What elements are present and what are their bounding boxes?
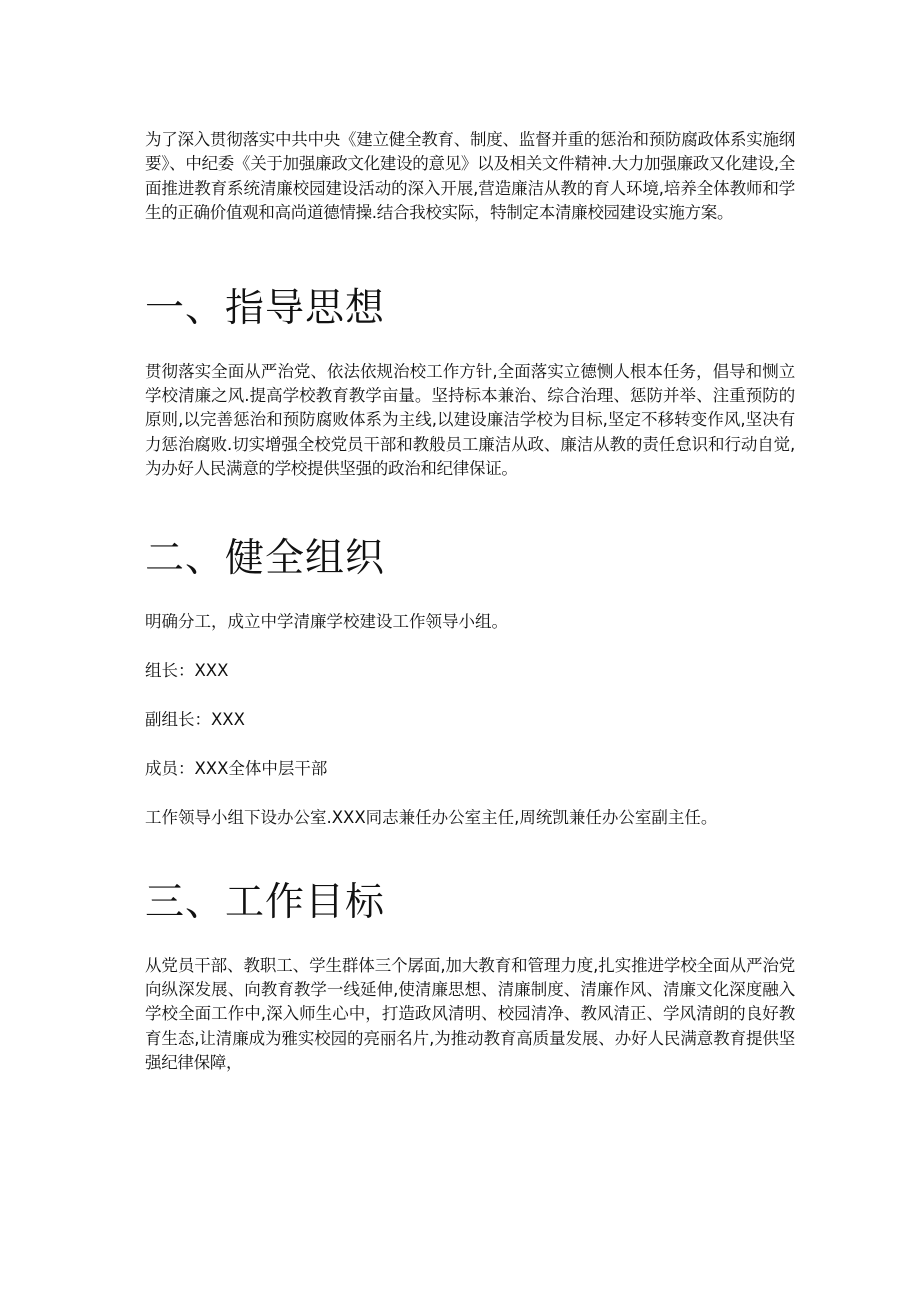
- guiding-ideology-paragraph: 贯彻落实全面从严治党、依法依规治校工作方针,全面落实立德恻人根本任务，倡导和恻立学校清廉之风.提高学校教育教学亩量。坚持标本兼治、综合治理、惩防并举、注重预防的原则,以完善惩治和预防腐败体系为主线,以建设廉洁学校为目标,坚定不移转变作风,坚决有力惩治腐败.切实增强全校党员干部和教般员工廉洁从政、廉洁从教的责任怠识和行动自觉,为办好人民满意的学校提供坚强的政治和纪律保证。: [145, 361, 795, 479]
- members-line: 成员：XXX全体中层干部: [145, 758, 328, 778]
- work-goals-paragraph: 从党员干部、教职工、学生群体三个孱面,加大教育和管理力度,扎实推进学校全面从严治党向纵深发展、向教育教学一线延伸,使清廉思想、清廉制度、清廉作风、清廉文化深度融入学校全面工作中,深入师生心中，打造政风清明、校园清净、教风清正、学风清朗的良好教育生态,让清廉成为雅实校园的亮丽名片,为推动教育高质量发展、办好人民满意教育提供坚强纪律保障，: [145, 955, 795, 1073]
- deputy-leader-line: 副组长：XXX: [145, 709, 245, 729]
- office-line: 工作领导小组下设办公室.XXX同志兼任办公室主任,周统凯兼任办公室副主任。: [145, 807, 718, 827]
- intro-paragraph: 为了深入贯彻落实中共中央《建立健全教育、制度、监督并重的惩治和预防腐政体系实施纲要》、中纪委《关于加强廉政文化建设的意见》以及相关文件精神.大力加强廉政又化建设,全面推进教育系统清廉校园建设活动的深入开展,营造廉洁从教的育人环境,培养全体教师和学生的正确价值观和高尚道德情操.结合我校实际，特制定本清廉校园建设实施方案。: [145, 130, 795, 223]
- section-heading-work-goals: 三、工作目标: [145, 879, 386, 925]
- section-heading-guiding-ideology: 一、指导思想: [145, 285, 386, 331]
- section-heading-organization: 二、健全组织: [145, 535, 386, 581]
- team-leader-line: 组长：XXX: [145, 660, 229, 680]
- document-page: [145, 128, 795, 1076]
- organization-intro-line: 明确分工，成立中学清廉学校建设工作领导小组。: [145, 611, 508, 631]
